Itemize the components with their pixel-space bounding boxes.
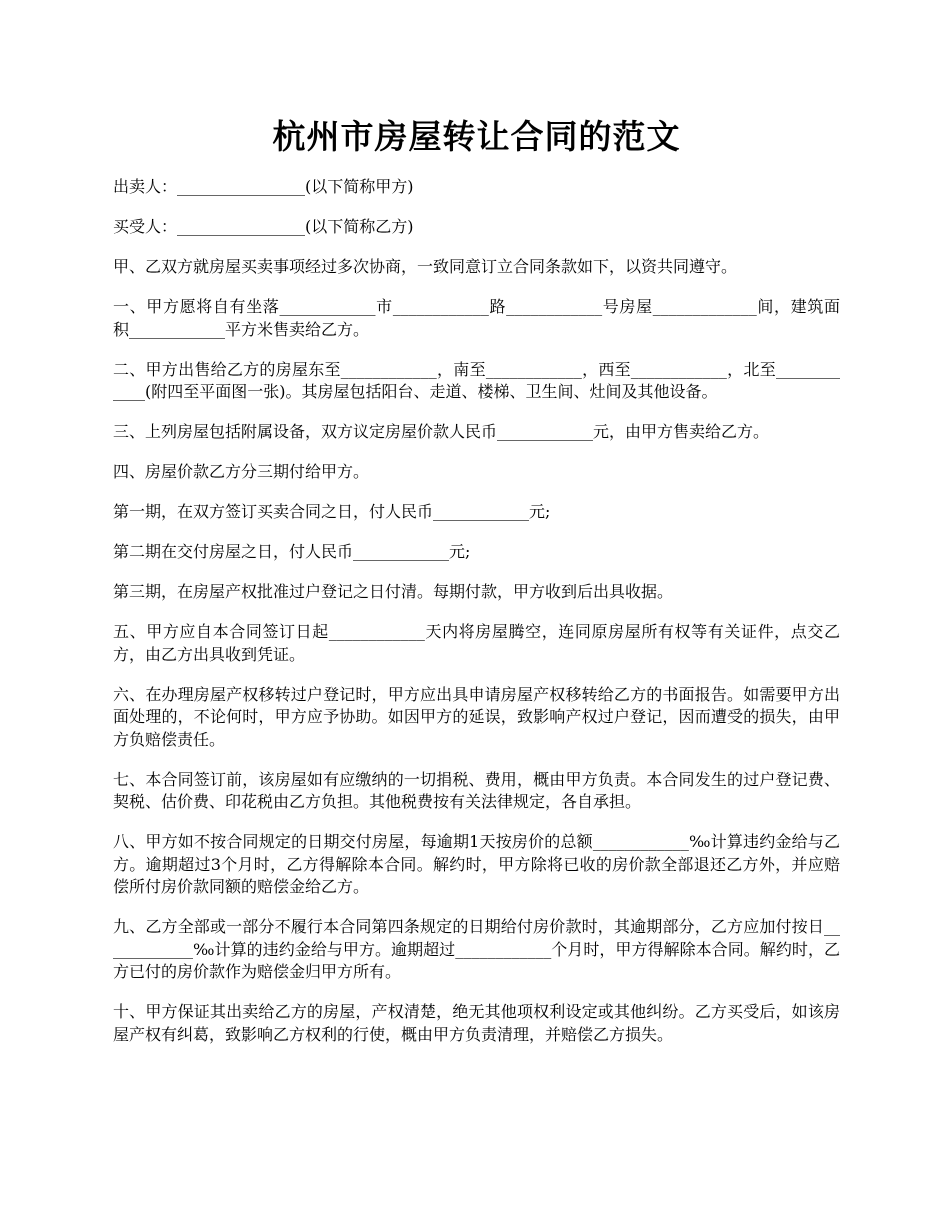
- seller-line: 出卖人：________________(以下简称甲方): [113, 177, 414, 196]
- payment-3: 第三期，在房屋产权批准过户登记之日付清。每期付款，甲方收到后出具收据。: [113, 582, 674, 601]
- buyer-line: 买受人：________________(以下简称乙方): [113, 217, 414, 236]
- payment-1: 第一期，在双方签订买卖合同之日，付人民币____________元;: [113, 502, 551, 521]
- clause-4: 四、房屋价款乙方分三期付给甲方。: [113, 462, 370, 481]
- clause-10: 十、甲方保证其出卖给乙方的房屋，产权清楚，绝无其他项权利设定或其他纠纷。乙方买受后，如该房屋产权有纠葛，致影响乙方权利的行使，概由甲方负责清理，并赔偿乙方损失。: [113, 1002, 840, 1044]
- clause-7: 七、本合同签订前，该房屋如有应缴纳的一切捐税、费用，概由甲方负责。本合同发生的过户登记费、契税、估价费、印花税由乙方负担。其他税费按有关法律规定，各自承担。: [113, 769, 840, 811]
- payment-2: 第二期在交付房屋之日，付人民币____________元;: [113, 542, 471, 561]
- clause-6: 六、在办理房屋产权移转过户登记时，甲方应出具申请房屋产权移转给乙方的书面报告。如需要甲方出面处理的，不论何时，甲方应予协助。如因甲方的延误，致影响产权过户登记，因而遭受的损失，由甲方负赔偿责任。: [113, 684, 840, 749]
- preamble: 甲、乙双方就房屋买卖事项经过多次协商，一致同意订立合同条款如下，以资共同遵守。: [113, 257, 738, 276]
- clause-8: 八、甲方如不按合同规定的日期交付房屋，每逾期1天按房价的总额____________‰计算违约金给与乙方。逾期超过3个月时，乙方得解除本合同。解约时，甲方除将已收的房价款全部退还乙方外，并应赔偿所付房价款同额的赔偿金给乙方。: [113, 832, 840, 896]
- clause-1: 一、甲方愿将自有坐落____________市____________路____________号房屋_____________间，建筑面积____________平方米售卖给乙方。: [113, 297, 840, 339]
- clause-9: 九、乙方全部或一部分不履行本合同第四条规定的日期给付房价款时，其逾期部分，乙方应加付按日____________‰计算的违约金给与甲方。逾期超过____________个月时，甲方得解除本合同。解约时，乙方已付的房价款作为赔偿金归甲方所有。: [113, 917, 840, 981]
- clause-2: 二、甲方出售给乙方的房屋东至____________，南至____________，西至____________，北至____________(附四至平面图一张)。其房屋包括阳台、走道、楼梯、卫生间、灶间及其他设备。: [113, 359, 840, 401]
- clause-3: 三、上列房屋包括附属设备，双方议定房屋价款人民币____________元，由甲方售卖给乙方。: [113, 422, 770, 441]
- document-title: 杭州市房屋转让合同的范文: [272, 117, 681, 156]
- document-page: [113, 112, 840, 1064]
- clause-5: 五、甲方应自本合同签订日起____________天内将房屋腾空，连同原房屋所有权等有关证件，点交乙方，由乙方出具收到凭证。: [113, 622, 840, 664]
